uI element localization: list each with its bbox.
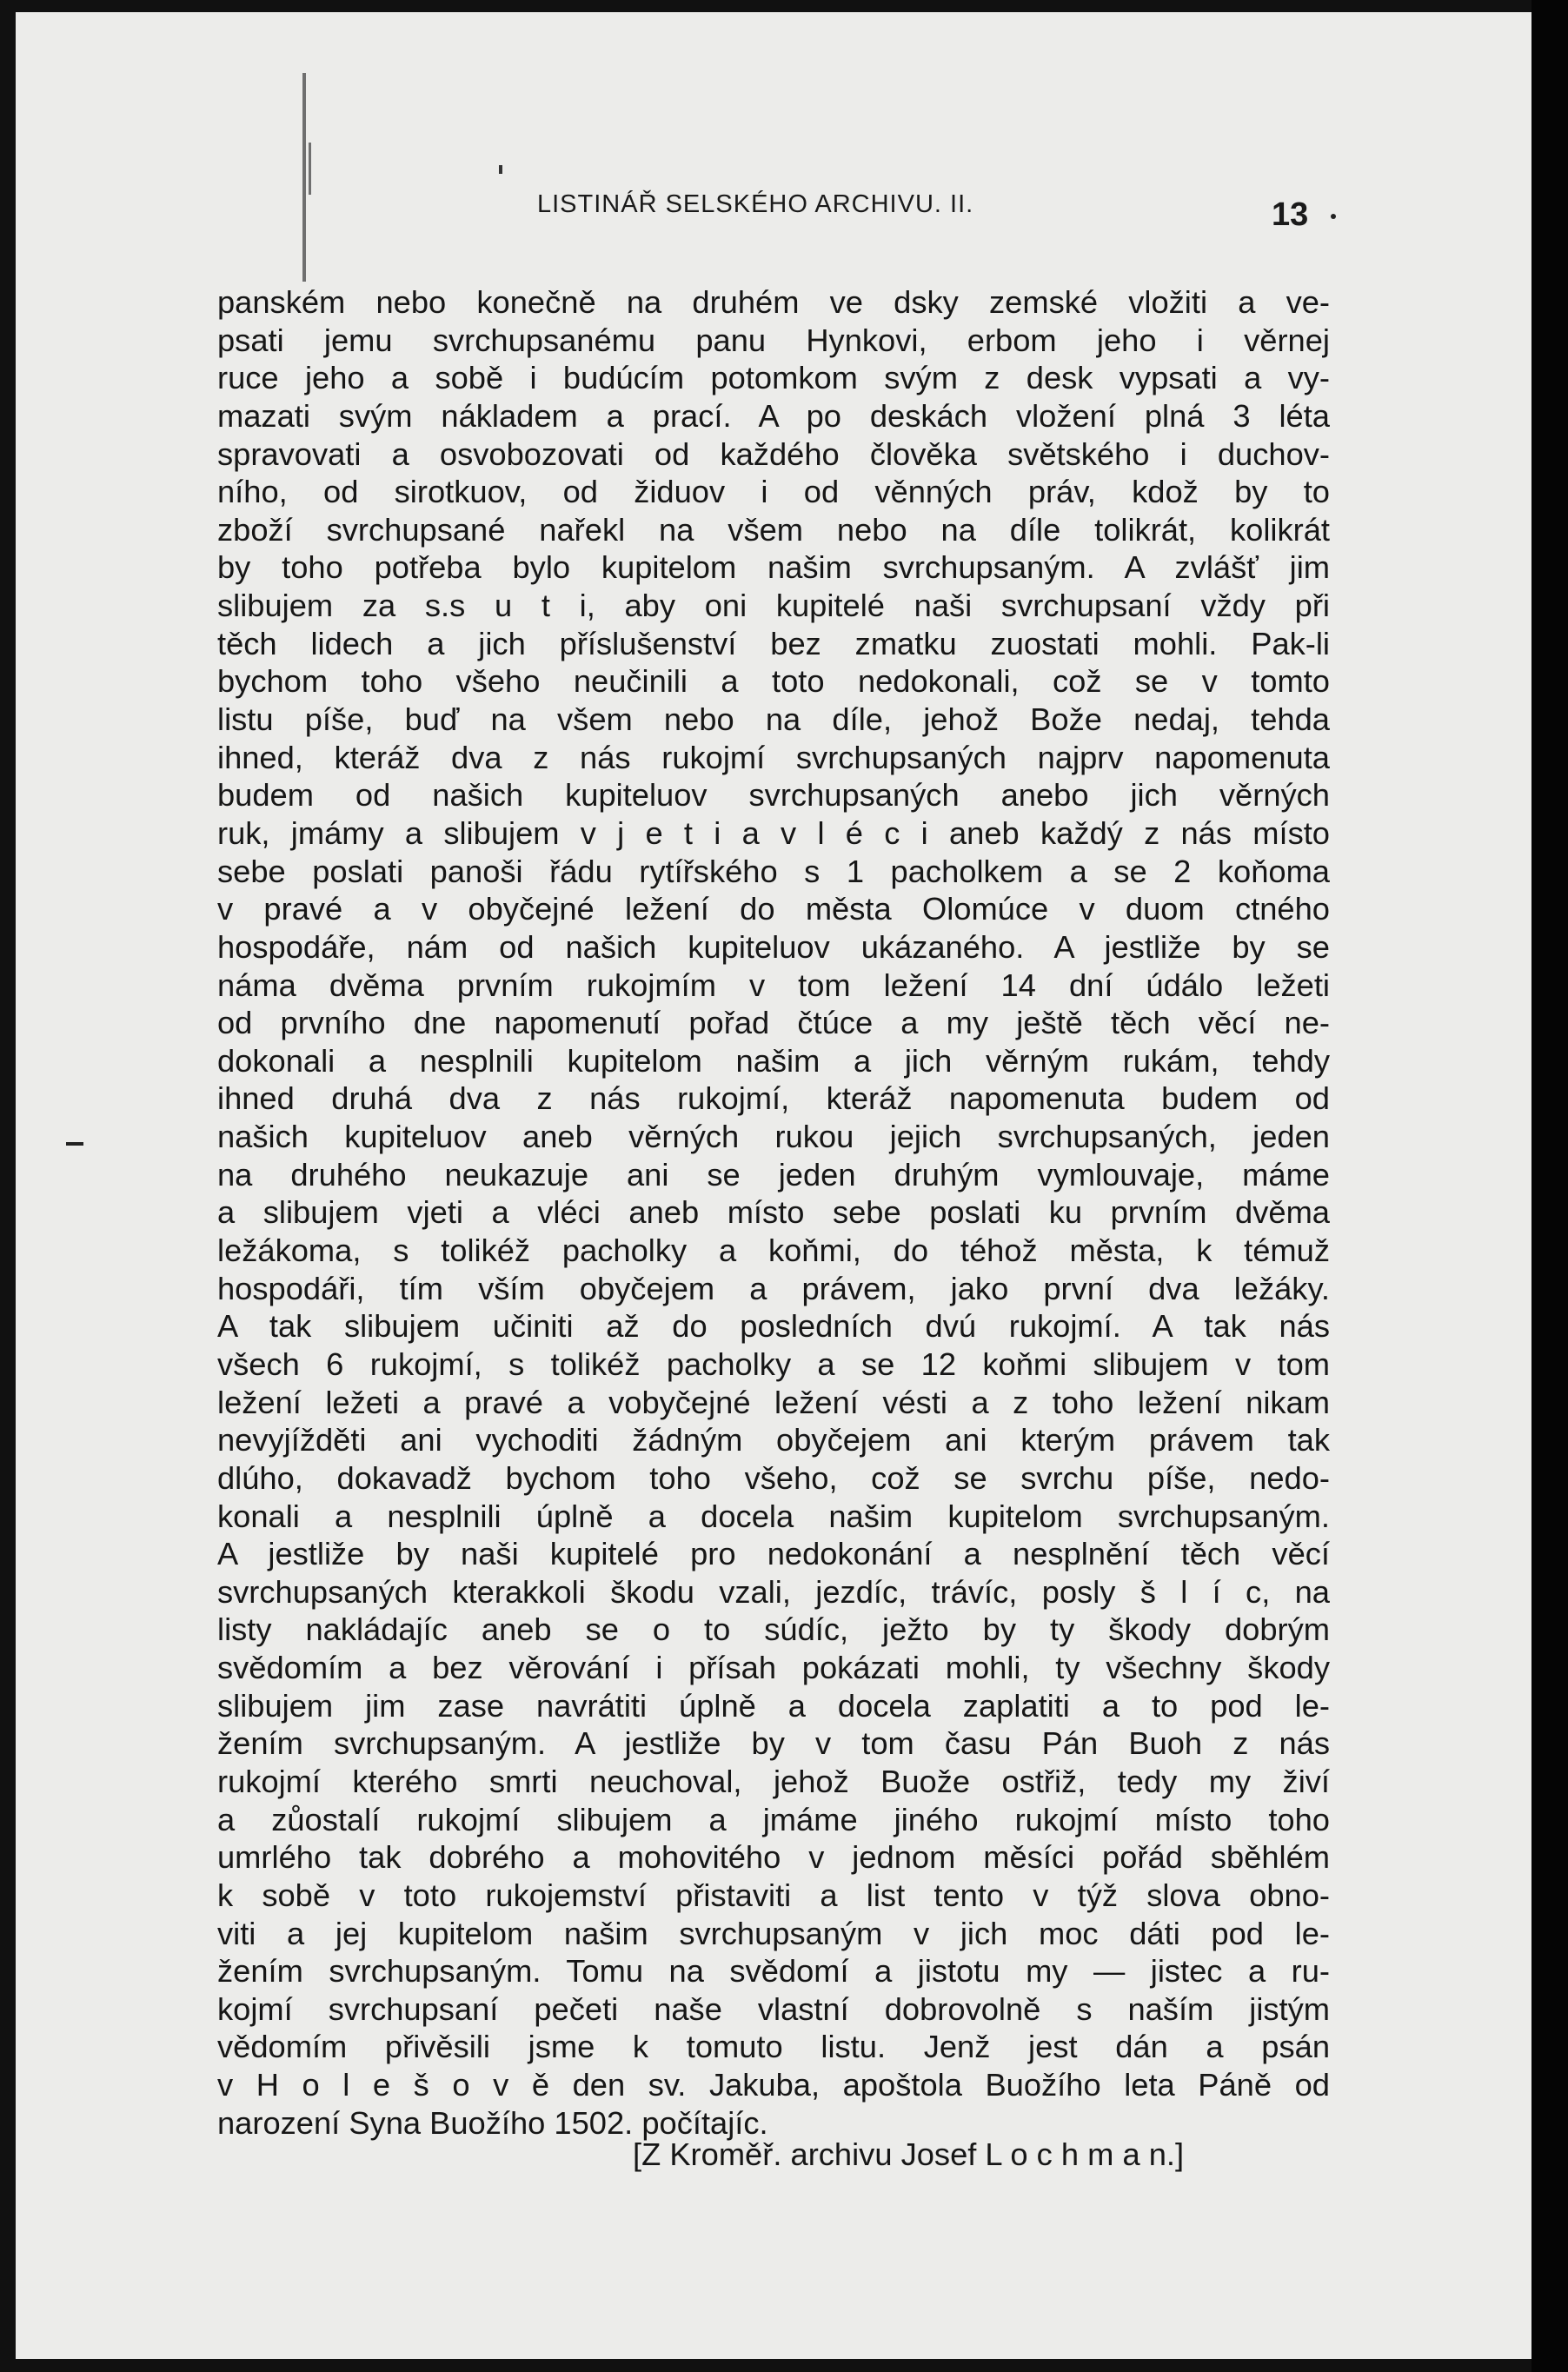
document-page <box>16 12 1532 2359</box>
text-line: nevyjížděti ani vychoditi žádným obyčejem ani kterým právem tak <box>217 1422 1330 1458</box>
text-line: a slibujem vjeti a vléci aneb místo sebe poslati ku prvním dvěma <box>217 1194 1330 1231</box>
scan-artifact-line <box>302 73 306 282</box>
text-line: náma dvěma prvním rukojmím v tom ležení 14 dní údálo ležeti <box>217 967 1330 1003</box>
text-line: na druhého neukazuje ani se jeden druhým vymlouvaje, máme <box>217 1156 1330 1193</box>
text-line: dokonali a nesplnili kupitelom našim a jich věrným rukám, tehdy <box>217 1042 1330 1079</box>
text-line: a zůostalí rukojmí slibujem a jmáme jiného rukojmí místo toho <box>217 1801 1330 1837</box>
text-line: listu píše, buď na všem nebo na díle, jehož Bože nedaj, tehda <box>217 701 1330 738</box>
text-line: ruk, jmámy a slibujem v j e t i a v l é c i aneb každý z nás místo <box>217 814 1330 851</box>
text-line: bychom toho všeho neučinili a toto nedokonali, což se v tomto <box>217 663 1330 700</box>
scan-artifact-line <box>309 143 311 195</box>
text-line: A jestliže by naši kupitelé pro nedokonání a nesplnění těch věcí <box>217 1536 1330 1572</box>
text-line: listy nakládajíc aneb se o to súdíc, ježto by ty škody dobrým <box>217 1611 1330 1648</box>
text-line: ležákoma, s tolikéž pacholky a koňmi, do téhož města, k témuž <box>217 1233 1330 1269</box>
text-line: svrchupsaných kterakkoli škodu vzali, jezdíc, trávíc, posly š l í c, na <box>217 1573 1330 1610</box>
text-line: konali a nesplnili úplně a docela našim kupitelom svrchupsaným. <box>217 1498 1330 1534</box>
text-line: sebe poslati panoši řádu rytířského s 1 pacholkem a se 2 koňoma <box>217 853 1330 889</box>
text-line: mazati svým nákladem a prací. A po deskách vložení plná 3 léta <box>217 397 1330 434</box>
scan-speck <box>499 165 502 174</box>
text-line: od prvního dne napomenutí pořad čtúce a my ještě těch věcí ne- <box>217 1005 1330 1041</box>
text-line: našich kupiteluov aneb věrných rukou jejich svrchupsaných, jeden <box>217 1119 1330 1155</box>
text-line: A tak slibujem učiniti až do posledních dvú rukojmí. A tak nás <box>217 1308 1330 1345</box>
text-line: spravovati a osvobozovati od každého člověka světského i duchov- <box>217 435 1330 472</box>
text-line: ihned druhá dva z nás rukojmí, kteráž napomenuta budem od <box>217 1080 1330 1117</box>
text-line: by toho potřeba bylo kupitelom našim svrchupsaným. A zvlášť jim <box>217 549 1330 586</box>
text-line: k sobě v toto rukojemství přistaviti a list tento v týž slova obno- <box>217 1877 1330 1913</box>
text-line: v pravé a v obyčejné ležení do města Olomúce v duom ctného <box>217 891 1330 927</box>
text-line: všech 6 rukojmí, s tolikéž pacholky a se 12 koňmi slibujem v tom <box>217 1345 1330 1382</box>
source-citation: [Z Kroměř. archivu Josef L o c h m a n.] <box>633 2136 1185 2172</box>
text-line: hospodáře, nám od našich kupiteluov ukázaného. A jestliže by se <box>217 928 1330 965</box>
text-line: zboží svrchupsané nařekl na všem nebo na díle tolikrát, kolikrát <box>217 511 1330 548</box>
text-line: v H o l e š o v ě den sv. Jakuba, apoštola Buožího leta Páně od <box>217 2067 1330 2103</box>
page-number: 13 <box>1272 196 1309 233</box>
text-line: dlúho, dokavadž bychom toho všeho, což se svrchu píše, nedo- <box>217 1459 1330 1496</box>
body-text <box>217 283 1330 2142</box>
margin-mark <box>66 1142 83 1146</box>
text-line: budem od našich kupiteluov svrchupsaných anebo jich věrných <box>217 777 1330 814</box>
scan-edge-band <box>1531 0 1568 2372</box>
text-line: narození Syna Buožího 1502. počítajíc. <box>217 2104 768 2141</box>
text-line: rukojmí kterého smrti neuchoval, jehož Buože ostřiž, tedy my živí <box>217 1763 1330 1799</box>
scan-dot <box>1331 214 1336 219</box>
text-line: psati jemu svrchupsanému panu Hynkovi, erbom jeho i věrnej <box>217 322 1330 358</box>
text-line: ruce jeho a sobě i budúcím potomkom svým z desk vypsati a vy- <box>217 360 1330 396</box>
text-line: viti a jej kupitelom našim svrchupsaným v jich moc dáti pod le- <box>217 1915 1330 1951</box>
text-line: kojmí svrchupsaní pečeti naše vlastní dobrovolně s naším jistým <box>217 1990 1330 2027</box>
running-header: LISTINÁŘ SELSKÉHO ARCHIVU. II. <box>537 190 974 218</box>
text-line: slibujem jim zase navrátiti úplně a docela zaplatiti a to pod le- <box>217 1687 1330 1724</box>
text-line: ležení ležeti a pravé a vobyčejné ležení vésti a z toho ležení nikam <box>217 1384 1330 1420</box>
text-line: svědomím a bez věrování i přísah pokázati mohli, ty všechny škody <box>217 1650 1330 1686</box>
text-line: hospodáři, tím vším obyčejem a právem, jako první dva ležáky. <box>217 1270 1330 1306</box>
text-line: žením svrchupsaným. Tomu na svědomí a jistotu my — jistec a ru- <box>217 1953 1330 1990</box>
text-line: umrlého tak dobrého a mohovitého v jednom měsíci pořád sběhlém <box>217 1839 1330 1876</box>
text-line: ního, od sirotkuov, od židuov i od věnných práv, kdož by to <box>217 474 1330 510</box>
text-line: ihned, kteráž dva z nás rukojmí svrchupsaných najprv napomenuta <box>217 739 1330 775</box>
text-line: vědomím přivěsili jsme k tomuto listu. Jenž jest dán a psán <box>217 2029 1330 2065</box>
text-line: žením svrchupsaným. A jestliže by v tom času Pán Buoh z nás <box>217 1725 1330 1762</box>
text-line: slibujem za s.s u t i, aby oni kupitelé naši svrchupsaní vždy při <box>217 588 1330 624</box>
text-line: těch lidech a jich příslušenství bez zmatku zuostati mohli. Pak-li <box>217 625 1330 661</box>
text-line: panském nebo konečně na druhém ve dsky zemské vložiti a ve- <box>217 284 1330 320</box>
